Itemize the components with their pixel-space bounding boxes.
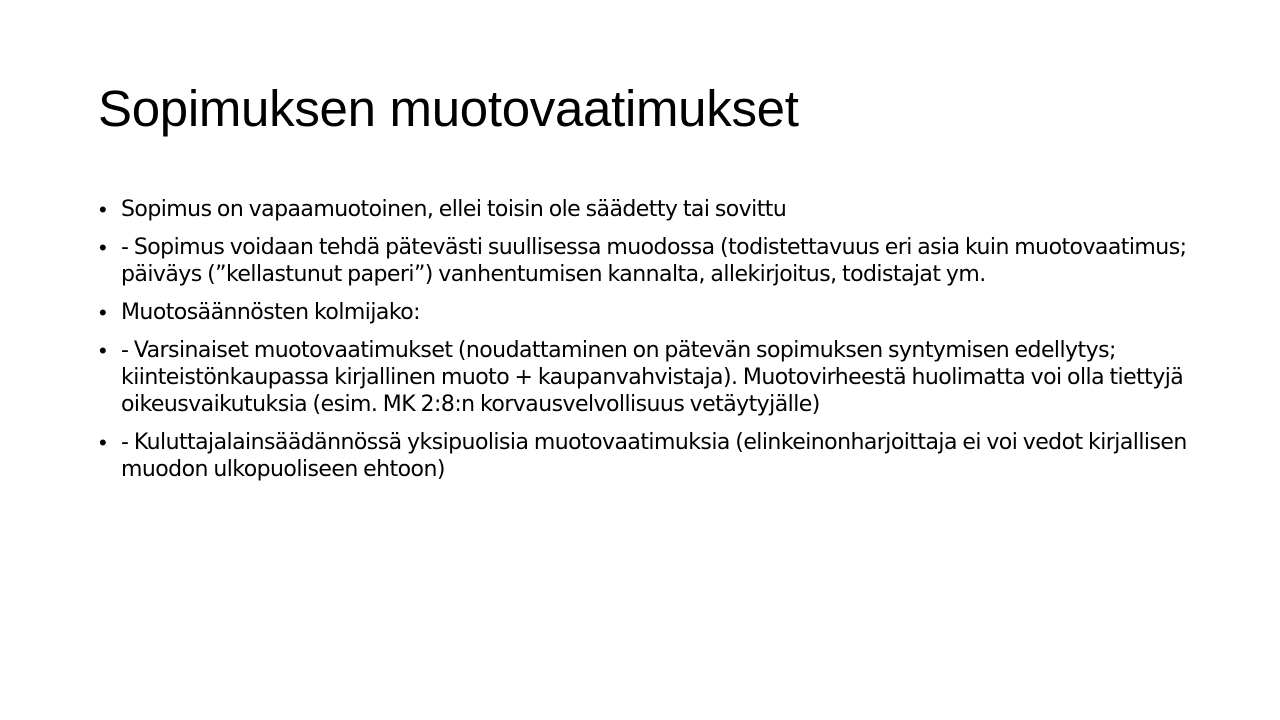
bullet-dot-icon: • <box>99 235 107 260</box>
bullet-list <box>98 196 1188 494</box>
bullet-item-5 <box>98 429 1188 483</box>
bullet-item-2 <box>98 234 1188 288</box>
bullet-text-5: - Kuluttajalainsäädännössä yksipuolisia muotovaatimuksia (elinkeinonharjoittaja ei voi vedot kirjallisen muodon ulkopuoliseen ehtoon) <box>121 430 1187 482</box>
bullet-dot-icon: • <box>99 197 107 222</box>
bullet-dot-icon: • <box>99 430 107 455</box>
bullet-text-3: Muotosäännösten kolmijako: <box>121 300 420 325</box>
bullet-item-3 <box>98 299 1188 326</box>
bullet-text-4: - Varsinaiset muotovaatimukset (noudattaminen on pätevän sopimuksen syntymisen edellytys; kiinteistönkaupassa kirjallinen muoto + kaupanvahvistaja). Muotovirheestä huolimatta voi olla tiettyjä oikeusvaikutuksia (esim. MK 2:8:n korvausvelvollisuus vetäytyjälle) <box>121 338 1184 417</box>
bullet-text-1: Sopimus on vapaamuotoinen, ellei toisin ole säädetty tai sovittu <box>121 197 787 222</box>
bullet-dot-icon: • <box>99 300 107 325</box>
bullet-item-1 <box>98 196 1188 223</box>
slide-title: Sopimuksen muotovaatimukset <box>98 80 799 137</box>
bullet-text-2: - Sopimus voidaan tehdä pätevästi suullisessa muodossa (todistettavuus eri asia kuin muotovaatimus; päiväys (”kellastunut paperi”) vanhentumisen kannalta, allekirjoitus, todistajat ym. <box>121 235 1187 287</box>
bullet-dot-icon: • <box>99 338 107 363</box>
bullet-item-4 <box>98 337 1188 418</box>
